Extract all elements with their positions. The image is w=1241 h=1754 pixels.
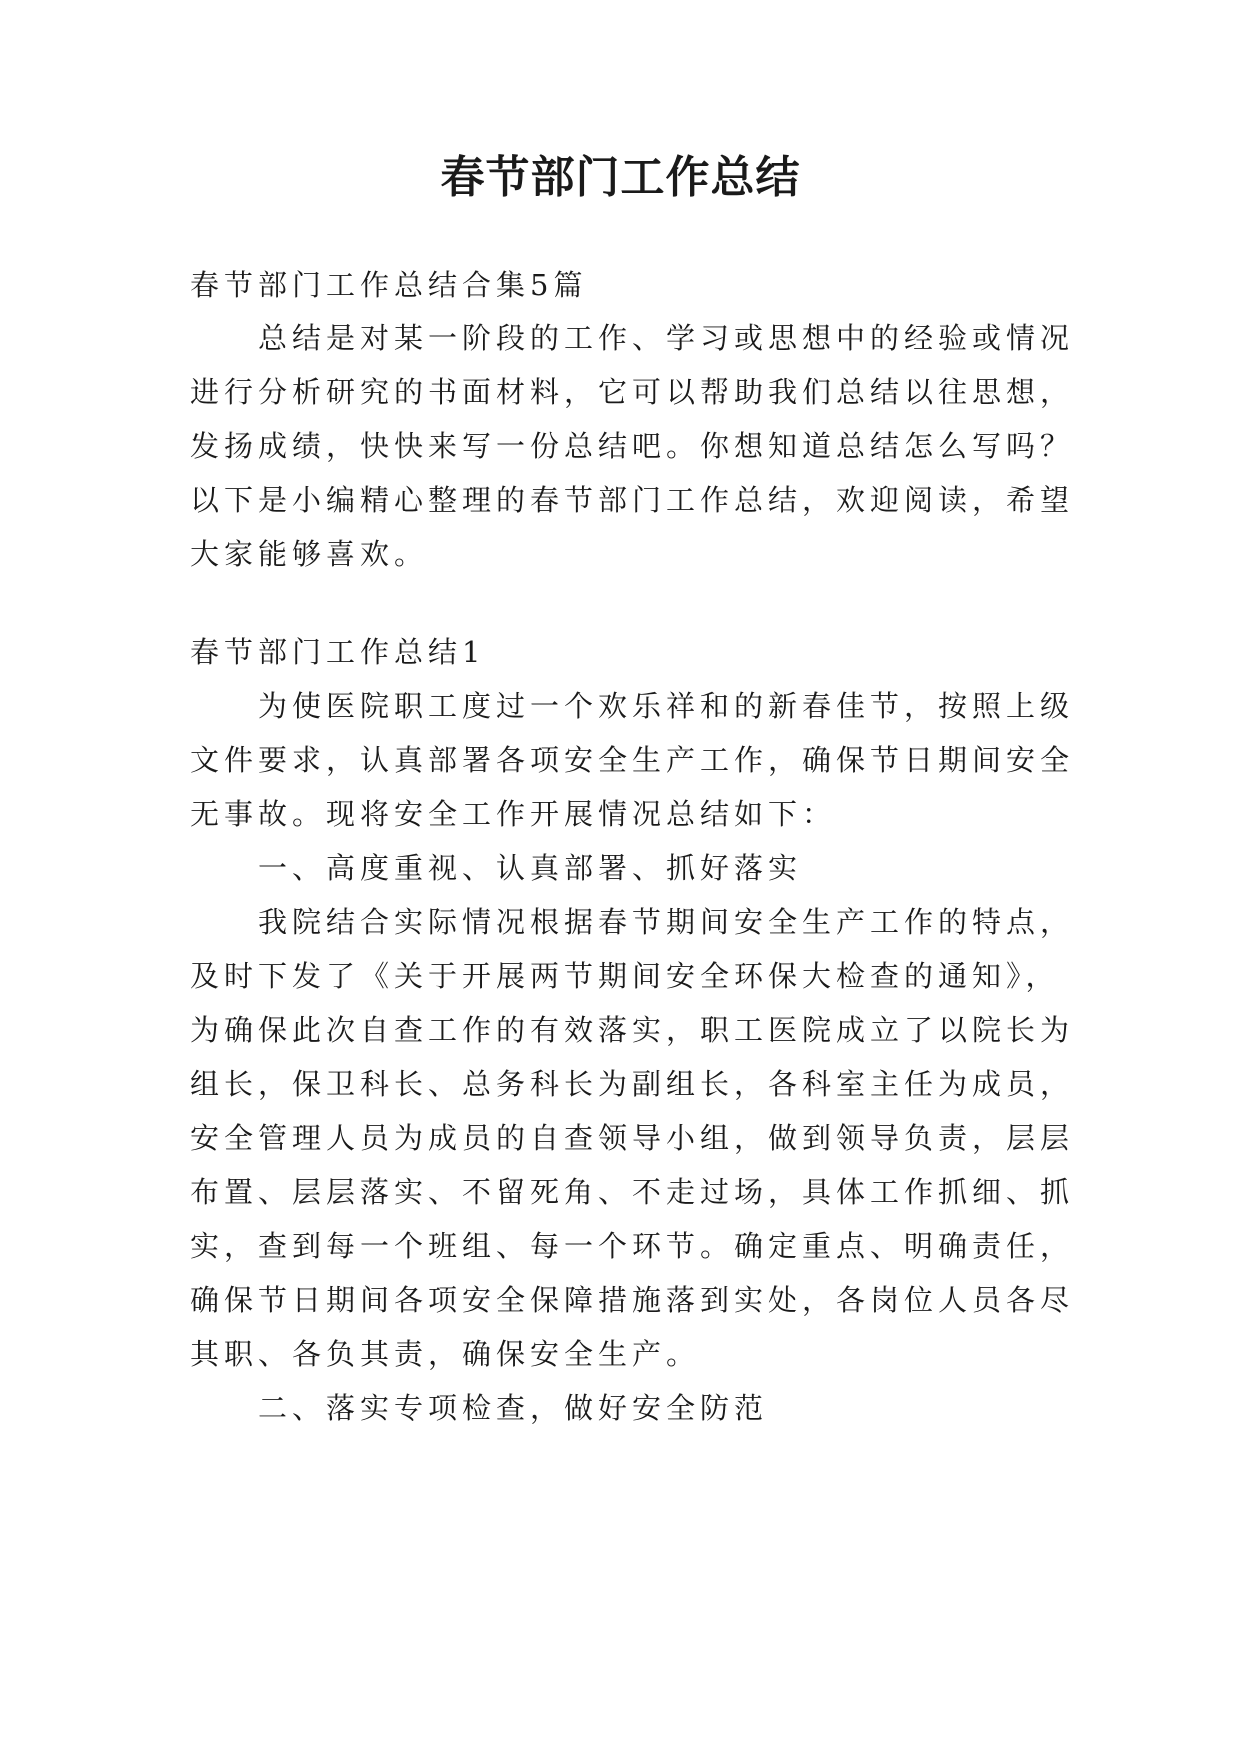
intro-line: 以下是小编精心整理的春节部门工作总结，欢迎阅读，希望: [190, 483, 1075, 517]
paragraph-line: 为使医院职工度过一个欢乐祥和的新春佳节，按照上级: [258, 689, 1075, 723]
subheading-two: 二、落实专项检查，做好安全防范: [258, 1391, 769, 1425]
subheading-one: 一、高度重视、认真部署、抓好落实: [258, 851, 803, 885]
intro-line: 进行分析研究的书面材料，它可以帮助我们总结以往思想，: [190, 375, 1075, 409]
paragraph-line: 为确保此次自查工作的有效落实，职工医院成立了以院长为: [190, 1013, 1075, 1047]
paragraph-line: 组长，保卫科长、总务科长为副组长，各科室主任为成员，: [190, 1067, 1075, 1101]
paragraph-line: 其职、各负其责，确保安全生产。: [190, 1337, 701, 1371]
intro-line: 大家能够喜欢。: [190, 537, 429, 571]
document-subtitle: 春节部门工作总结合集5篇: [190, 268, 588, 302]
paragraph-line: 及时下发了《关于开展两节期间安全环保大检查的通知》，: [190, 959, 1060, 993]
paragraph-line: 文件要求，认真部署各项安全生产工作，确保节日期间安全: [190, 743, 1075, 777]
intro-line: 发扬成绩，快快来写一份总结吧。你想知道总结怎么写吗？: [190, 429, 1075, 463]
paragraph-line: 布置、层层落实、不留死角、不走过场，具体工作抓细、抓: [190, 1175, 1075, 1209]
paragraph-line: 实，查到每一个班组、每一个环节。确定重点、明确责任，: [190, 1229, 1075, 1263]
paragraph-line: 我院结合实际情况根据春节期间安全生产工作的特点，: [258, 905, 1075, 939]
intro-line: 总结是对某一阶段的工作、学习或思想中的经验或情况: [258, 321, 1075, 355]
paragraph-line: 无事故。现将安全工作开展情况总结如下：: [190, 797, 837, 831]
paragraph-line: 确保节日期间各项安全保障措施落到实处，各岗位人员各尽: [190, 1283, 1075, 1317]
section-heading: 春节部门工作总结1: [190, 635, 486, 669]
document-title: 春节部门工作总结: [440, 152, 801, 203]
paragraph-line: 安全管理人员为成员的自查领导小组，做到领导负责，层层: [190, 1121, 1075, 1155]
